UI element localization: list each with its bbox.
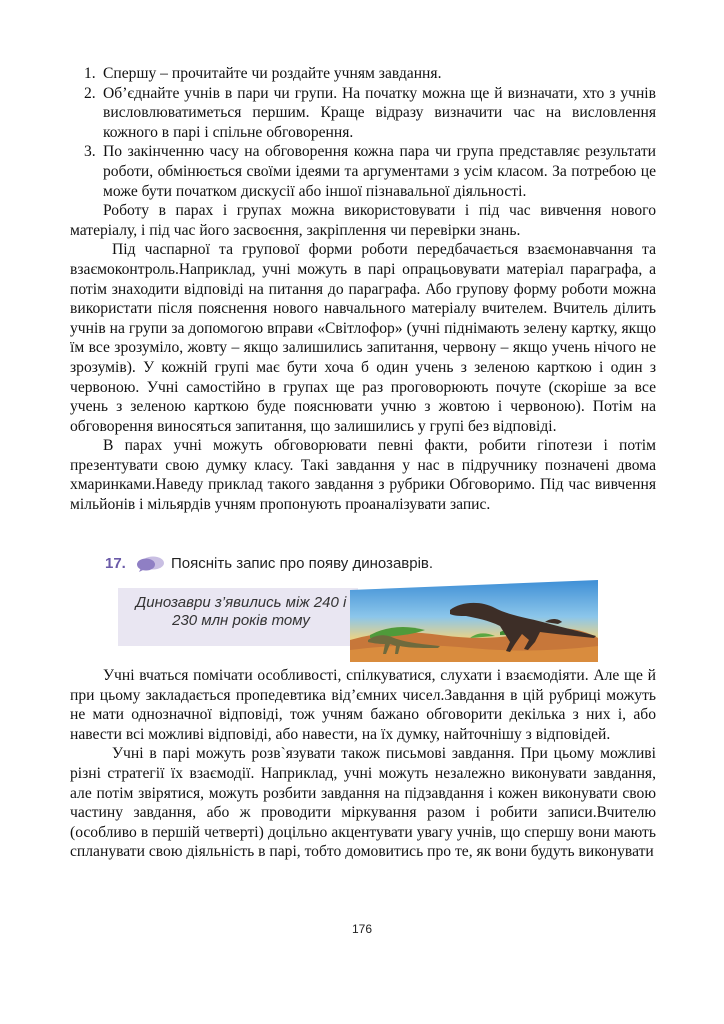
main-text-continued — [70, 666, 656, 862]
two-clouds-icon — [136, 555, 166, 573]
list-item-text: Об’єднайте учнів в пари чи групи. На початку можна ще й визначати, хто з учнів висловлюватиметься першим. Краще відразу визначити час на висловлення кожного в парі і спільне обговорення. — [103, 84, 656, 141]
list-item-number: 2. — [84, 84, 96, 102]
paragraph-3: В парах учні можуть обговорювати певні факти, робити гіпотези і потім презентувати свою думку класу. Такі завдання у нас в підручнику позначені двома хмаринками.Наведу приклад такого завдання з рубрики Обговоримо. Під час вивчення мільйонів і мільярдів учням пропонують проаналізувати запис. — [70, 437, 656, 514]
figure-caption: Динозаври з’явились між 240 і 230 млн років тому — [135, 594, 347, 629]
paragraph-1: Роботу в парах і групах можна використовувати і під час вивчення нового матеріалу, і під час його засвоєння, закріплення чи перевірки знань. — [70, 202, 656, 239]
list-item — [70, 64, 656, 84]
list-item — [70, 142, 656, 201]
task-17 — [105, 552, 665, 576]
list-item-text: Спершу – прочитайте чи роздайте учням завдання. — [103, 65, 442, 82]
steps-list — [70, 64, 656, 201]
list-item-number: 3. — [84, 143, 96, 161]
page-number: 176 — [351, 922, 373, 936]
dinosaur-illustration — [350, 580, 598, 662]
list-item — [70, 84, 656, 143]
list-item-number: 1. — [84, 65, 96, 82]
task-text: Поясніть запис про появу динозаврів. — [171, 555, 434, 572]
paragraph-5: Учні в парі можуть розв`язувати також письмові завдання. При цьому можливі різні стратегії їх взаємодії. Наприклад, учні можуть незалежно виконувати завдання, але потім звірятися, можуть розбити завдання на підзавдання і кожен виконувати свою частину завдання, або ж проводити міркування разом і робити записи.Вчителю (особливо в першій четверті) доцільно акцентувати увагу учнів, що спершу вони мають спланувати свою діяльність в парі, тобто домовитись про те, як вони будуть виконувати — [70, 745, 656, 861]
main-text — [70, 64, 656, 515]
paragraph-2: Під часпарної та групової форми роботи передбачається взаємонавчання та взаємоконтроль.Наприклад, учні можуть в парі опрацьовувати матеріал параграфа, а потім знаходити відповіді на питання до параграфа. Або групову форму роботи можна використати після пояснення нового навчального матеріалу вчителем. Вчитель ділить учнів на групи за допомогою вправи «Світлофор» (учні піднімають зелену картку, якщо їм все зрозуміло, жовту – якщо залишились запитання, червону – якщо учень нічого не зрозумів). У кожній групі має бути хоча б один учень з зеленою карткою і один з червоною. Учні самостійно в групах ще раз проговорюють почуте (скоріше за все учень з зеленою карткою буде пояснювати учню з жовтою і червоною). Потім на обговорення виносяться запитання, що залишились у групі без відповіді. — [70, 241, 656, 435]
dinosaur-figure — [118, 580, 600, 662]
task-number: 17. — [105, 555, 126, 572]
paragraph-4: Учні вчаться помічати особливості, спілкуватися, слухати і взаємодіяти. Але ще й при цьому закладається пропедевтика від’ємних чисел.Завдання в цій рубриці можуть не мати однозначної відповіді, тож учням бажано обговорити декілька з них і, або навести всі можливі відповіді, або навести, на їх думку, найточнішу з відповідей. — [70, 667, 656, 743]
list-item-text: По закінченню часу на обговорення кожна пара чи група представляє результати роботи, обмінюється своїми ідеями та аргументами з усім класом. За потребою це може бути початком дискусії або іншої пізнавальної діяльності. — [103, 143, 656, 200]
